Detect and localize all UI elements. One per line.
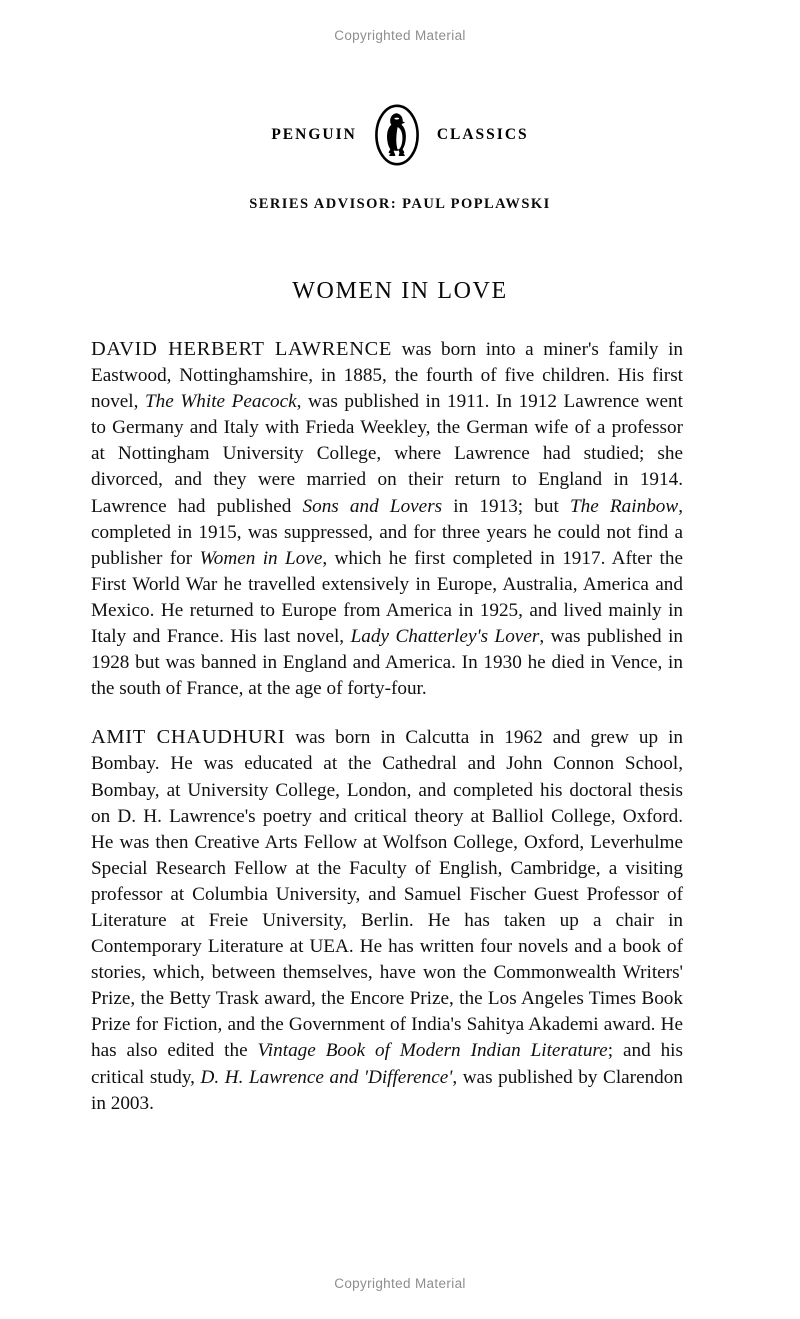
imprint-word-penguin: PENGUIN (271, 125, 357, 143)
editor-bio-paragraph (91, 724, 683, 1116)
editor-lead-name: AMIT CHAUDHURI (91, 726, 286, 749)
copyright-watermark-top: Copyrighted Material (334, 28, 466, 43)
biography-section (91, 336, 683, 1117)
work-title: Women in Love (199, 547, 323, 569)
penguin-classics-logo (0, 104, 800, 166)
series-advisor-line: SERIES ADVISOR: PAUL POPLAWSKI (249, 196, 551, 212)
editor-bio-text: was born in Calcutta in 1962 and grew up in Bombay. He was educated at the Cathedral and John Connon School, Bombay, at University College, London, and completed his doctoral thesis on D. H. Lawrence's poetry and critical theory at Balliol College, Oxford. He was then Creative Arts Fellow at Wolfson College, Oxford, Leverhulme Special Research Fellow at the Faculty of English, Cambridge, a visiting professor at Columbia University, and Samuel Fischer Guest Professor of Literature at Freie University, Berlin. He has taken up a chair in Contemporary Literature at UEA. He has written four novels and a book of stories, which, between themselves, have won the Commonwealth Writers' Prize, the Betty Trask award, the Encore Prize, the Los Angeles Times Book Prize for Fiction, and the Government of India's Sahitya Akademi award. He has also edited the Vintage Book of Modern Indian Literature; and his critical study, D. H. Lawrence and 'Difference', was published by Clarendon in 2003. (91, 727, 684, 1114)
author-lead-name: DAVID HERBERT LAWRENCE (91, 338, 393, 360)
work-title: Lady Chatterley's Lover (350, 626, 540, 648)
work-title: The Rainbow (570, 495, 679, 517)
work-title: Vintage Book of Modern Indian Literature (257, 1040, 608, 1062)
work-title: Sons and Lovers (302, 495, 443, 517)
imprint-word-classics: CLASSICS (436, 125, 529, 143)
page-title: WOMEN IN LOVE (292, 278, 508, 305)
work-title: D. H. Lawrence and 'Difference' (200, 1066, 453, 1088)
penguin-oval-icon (374, 104, 420, 166)
work-title: The White Peacock (144, 391, 297, 413)
author-bio-text: was born into a miner's family in Eastwood, Nottinghamshire, in 1885, the fourth of five children. His first novel, The White Peacock, was published in 1911. In 1912 Lawrence went to Germany and Italy with Frieda Weekley, the German wife of a professor at Nottingham University College, where Lawrence had studied; she divorced, and they were married on their return to England in 1914. Lawrence had published Sons and Lovers in 1913; but The Rainbow, completed in 1915, was suppressed, and for three years he could not find a publisher for Women in Love, which he first completed in 1917. After the First World War he travelled extensively in Europe, Australia, America and Mexico. He returned to Europe from America in 1925, and lived mainly in Italy and France. His last novel, Lady Chatterley's Lover, was published in 1928 but was banned in England and America. In 1930 he died in Vence, in the south of France, at the age of forty-four. (91, 339, 683, 700)
author-bio-paragraph (91, 336, 683, 702)
copyright-watermark-bottom: Copyrighted Material (334, 1276, 466, 1291)
